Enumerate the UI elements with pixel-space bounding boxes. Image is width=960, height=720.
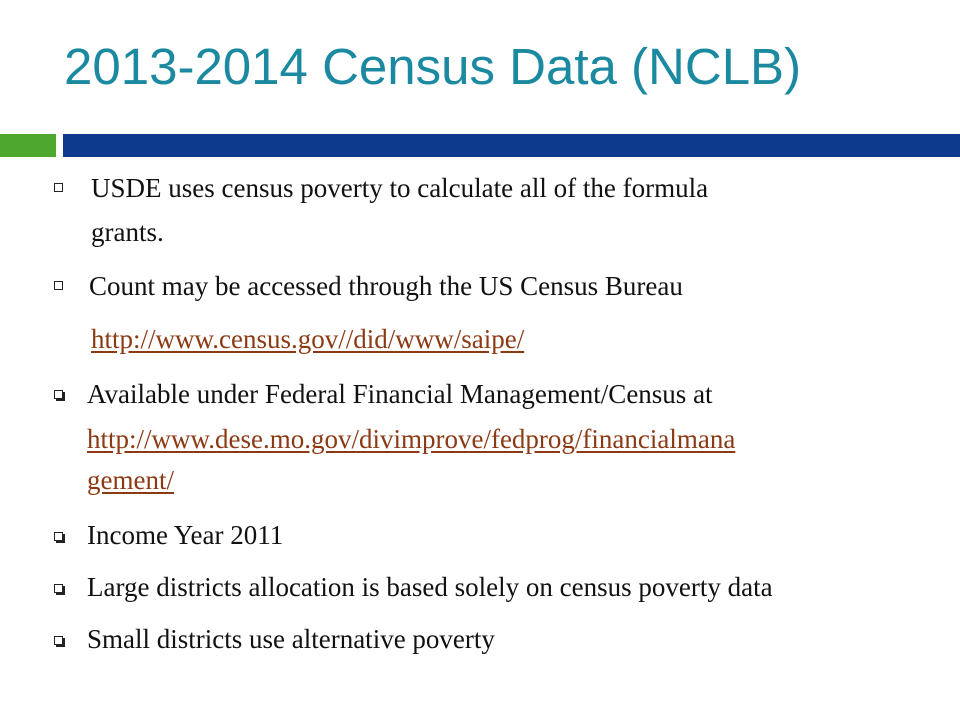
dese-link-row-2 — [87, 463, 174, 497]
shadowed-square-bullet-icon — [54, 532, 63, 541]
bullet-text: Available under Federal Financial Management/Census at — [87, 379, 713, 409]
hollow-square-bullet-icon — [54, 281, 63, 290]
census-link-row — [91, 322, 524, 356]
bullet-text: Small districts use alternative poverty — [87, 624, 495, 654]
census-saipe-link[interactable]: http://www.census.gov//did/www/saipe/ — [91, 324, 525, 354]
accent-bar-blue — [63, 134, 960, 157]
bullet-text-continued: grants. — [91, 217, 164, 247]
slide-title: 2013-2014 Census Data (NCLB) — [64, 38, 802, 95]
bullet-text: USDE uses census poverty to calculate all of the formula — [91, 173, 709, 203]
dese-financial-management-link[interactable]: http://www.dese.mo.gov/divimprove/fedprog/financialmana — [87, 424, 736, 454]
bullet-text: Large districts allocation is based solely on census poverty data — [87, 572, 773, 602]
hollow-square-bullet-icon — [54, 183, 63, 192]
bullet-text: Income Year 2011 — [87, 520, 284, 550]
shadowed-square-bullet-icon — [54, 390, 63, 399]
bullet-text: Count may be accessed through the US Census Bureau — [89, 271, 683, 301]
shadowed-square-bullet-icon — [54, 584, 63, 593]
accent-bar-green — [0, 134, 56, 157]
dese-financial-management-link-continued[interactable]: gement/ — [87, 465, 174, 495]
shadowed-square-bullet-icon — [54, 636, 63, 645]
dese-link-row-1 — [87, 422, 735, 456]
